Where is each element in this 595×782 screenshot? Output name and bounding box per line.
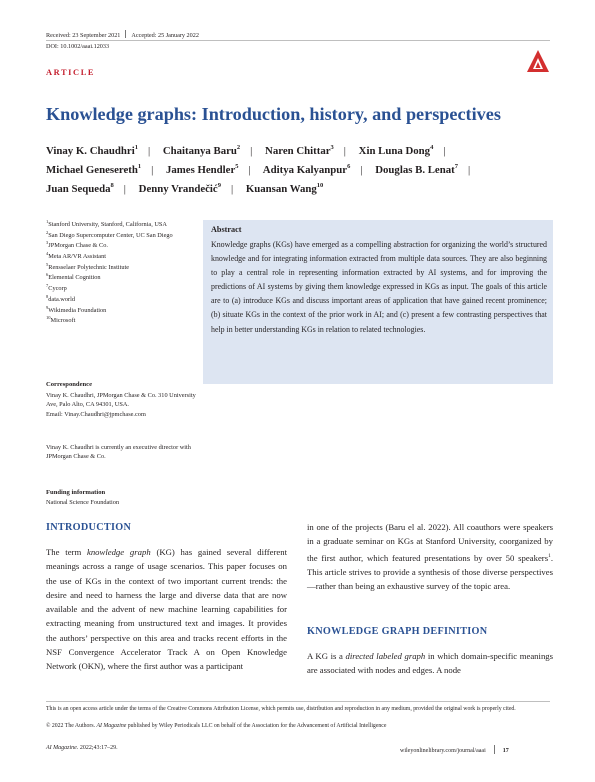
- affiliation: $^6$Elemental Cognition: [46, 272, 101, 282]
- affiliation: $^5$Rensselaer Polytechnic Institute: [46, 261, 130, 271]
- introduction-heading: INTRODUCTION: [46, 522, 132, 533]
- abstract-text: Knowledge graphs (KGs) have emerged as a compelling abstraction for organizing the world’s structured knowledge and for integrating information extracted from multiple data sources. They are also beginning to play a central role in representing information extracted by AI systems, and for improving the predictions of AI systems by giving them knowledge expressed in KGs as input. The goals of this article are to (a) introduce KGs and discuss important areas of application that have gained recent prominence; (b) situate KGs in the context of the prior work in AI; and (c) present a few contrasting perspectives that help in better understanding KGs in relation to related technologies.: [211, 240, 547, 334]
- kg-definition-paragraph: A KG is a directed labeled graph in which domain-specific meanings are associated with nodes and edges. A node: [307, 651, 554, 676]
- author[interactable]: Michael Genesereth$^1$: [46, 163, 142, 176]
- affiliation: $^1$Stanford University, Stanford, California, USA: [46, 219, 167, 228]
- correspondence-block: [46, 391, 196, 419]
- author[interactable]: Vinay K. Chaudhri$^1$: [46, 144, 138, 157]
- article-type-label: ARTICLE: [46, 68, 96, 77]
- author[interactable]: Juan Sequeda$^8$: [46, 182, 114, 195]
- footer-rule: [46, 701, 550, 702]
- correspondence-address: Vinay K. Chaudhri, JPMorgan Chase & Co. 310 University Ave, Palo Alto, CA 94301, USA.: [46, 392, 196, 409]
- received-date: Received: 23 September 2021: [46, 32, 121, 39]
- affiliation: $^8$data.world: [46, 293, 76, 303]
- journal-citation: AI Magazine. 2022;43:17–29.: [46, 745, 118, 751]
- author-list: Vinay K. Chaudhri$^1$ | Chaitanya Baru$^2$ | Naren Chittar$^3$ | Xin Luna Dong$^4$ | Michael Genesereth$^1$ | James Hendler$^5$ | Aditya Kalyanpur$^6$ | Douglas B. Lenat$^7$ | Juan Sequeda$^8$ | Denny Vrandečić$^9$ | Kuansan Wang$^{10}$: [46, 144, 471, 195]
- affiliation: $^4$Meta AR/VR Assistant: [46, 251, 106, 261]
- journal-url[interactable]: wileyonlinelibrary.com/journal/aaai: [400, 748, 486, 754]
- date-separator: [125, 30, 126, 38]
- article-dates: [46, 30, 199, 39]
- license-text: This is an open access article under the terms of the Creative Commons Attribution License, which permits use, distribution and reproduction in any medium, provided the original work is properly cited.: [46, 706, 516, 712]
- kg-definition-heading: KNOWLEDGE GRAPH DEFINITION: [307, 626, 488, 637]
- author[interactable]: Xin Luna Dong$^4$: [358, 144, 434, 157]
- affiliation: $^{10}$Microsoft: [46, 315, 76, 325]
- affiliations: [46, 220, 196, 327]
- correspondence-email[interactable]: Email: Vinay.Chaudhri@jpmchase.com: [46, 410, 146, 418]
- author[interactable]: Douglas B. Lenat$^7$: [375, 163, 458, 176]
- correspondence-heading: Correspondence: [46, 381, 93, 388]
- author[interactable]: Denny Vrandečić$^9$: [138, 182, 221, 195]
- affiliation: $^9$Wikimedia Foundation: [46, 304, 107, 314]
- page-number: 17: [502, 748, 509, 754]
- introduction-paragraph-continued: in one of the projects (Baru el al. 2022). All coauthors were speakers in a graduate seminar on KGs at Stanford University, coorganized by the first author, which featured presentations by over 50 speakers$^1$. This article strives to provide a synthesis of those diverse perspectives—rather than being an exhaustive survey of the topic area.: [307, 522, 553, 592]
- author[interactable]: James Hendler$^5$: [165, 163, 239, 176]
- author[interactable]: Naren Chittar$^3$: [265, 144, 334, 157]
- author[interactable]: Kuansan Wang$^{10}$: [245, 182, 324, 195]
- introduction-paragraph: The term knowledge graph (KG) has gained several different meanings across a range of usage scenarios. This paper focuses on the use of KGs in the context of two important current trends: the desire and need to harness the large and diverse data that are now available and the advent of new machine learning capabilities for extracting meaning from unstructured text and images. It provides the authors’ perspective on this area and tracks recent efforts in the NSF Convergence Accelerator Track A on Open Knowledge Network (OKN), where the first author was a participant: [46, 547, 287, 672]
- author[interactable]: Chaitanya Baru$^2$: [162, 144, 241, 157]
- affiliation: $^7$Cycorp: [46, 283, 67, 293]
- funding-text: National Science Foundation: [46, 499, 120, 506]
- footer-right: [400, 745, 509, 754]
- footer-separator: [494, 745, 495, 754]
- doi[interactable]: DOI: 10.1002/aaai.12033: [46, 43, 110, 50]
- funding-heading: Funding information: [46, 489, 106, 496]
- header-rule: [46, 40, 550, 41]
- affiliation: $^2$San Diego Supercomputer Center, UC San Diego: [46, 229, 173, 239]
- author-note: Vinay K. Chaudhri is currently an executive director with JPMorgan Chase & Co.: [46, 444, 191, 461]
- accepted-date: Accepted: 25 January 2022: [131, 32, 199, 39]
- paper-title: Knowledge graphs: Introduction, history, and perspectives: [46, 104, 501, 124]
- affiliation: $^3$JPMorgan Chase & Co.: [46, 240, 108, 250]
- abstract-heading: Abstract: [211, 225, 242, 234]
- journal-logo-icon: [526, 49, 550, 73]
- copyright-text: © 2022 The Authors. AI Magazine published by Wiley Periodicals LLC on behalf of the Association for the Advancement of Artificial Intelligence: [46, 723, 387, 729]
- author[interactable]: Aditya Kalyanpur$^6$: [262, 163, 351, 176]
